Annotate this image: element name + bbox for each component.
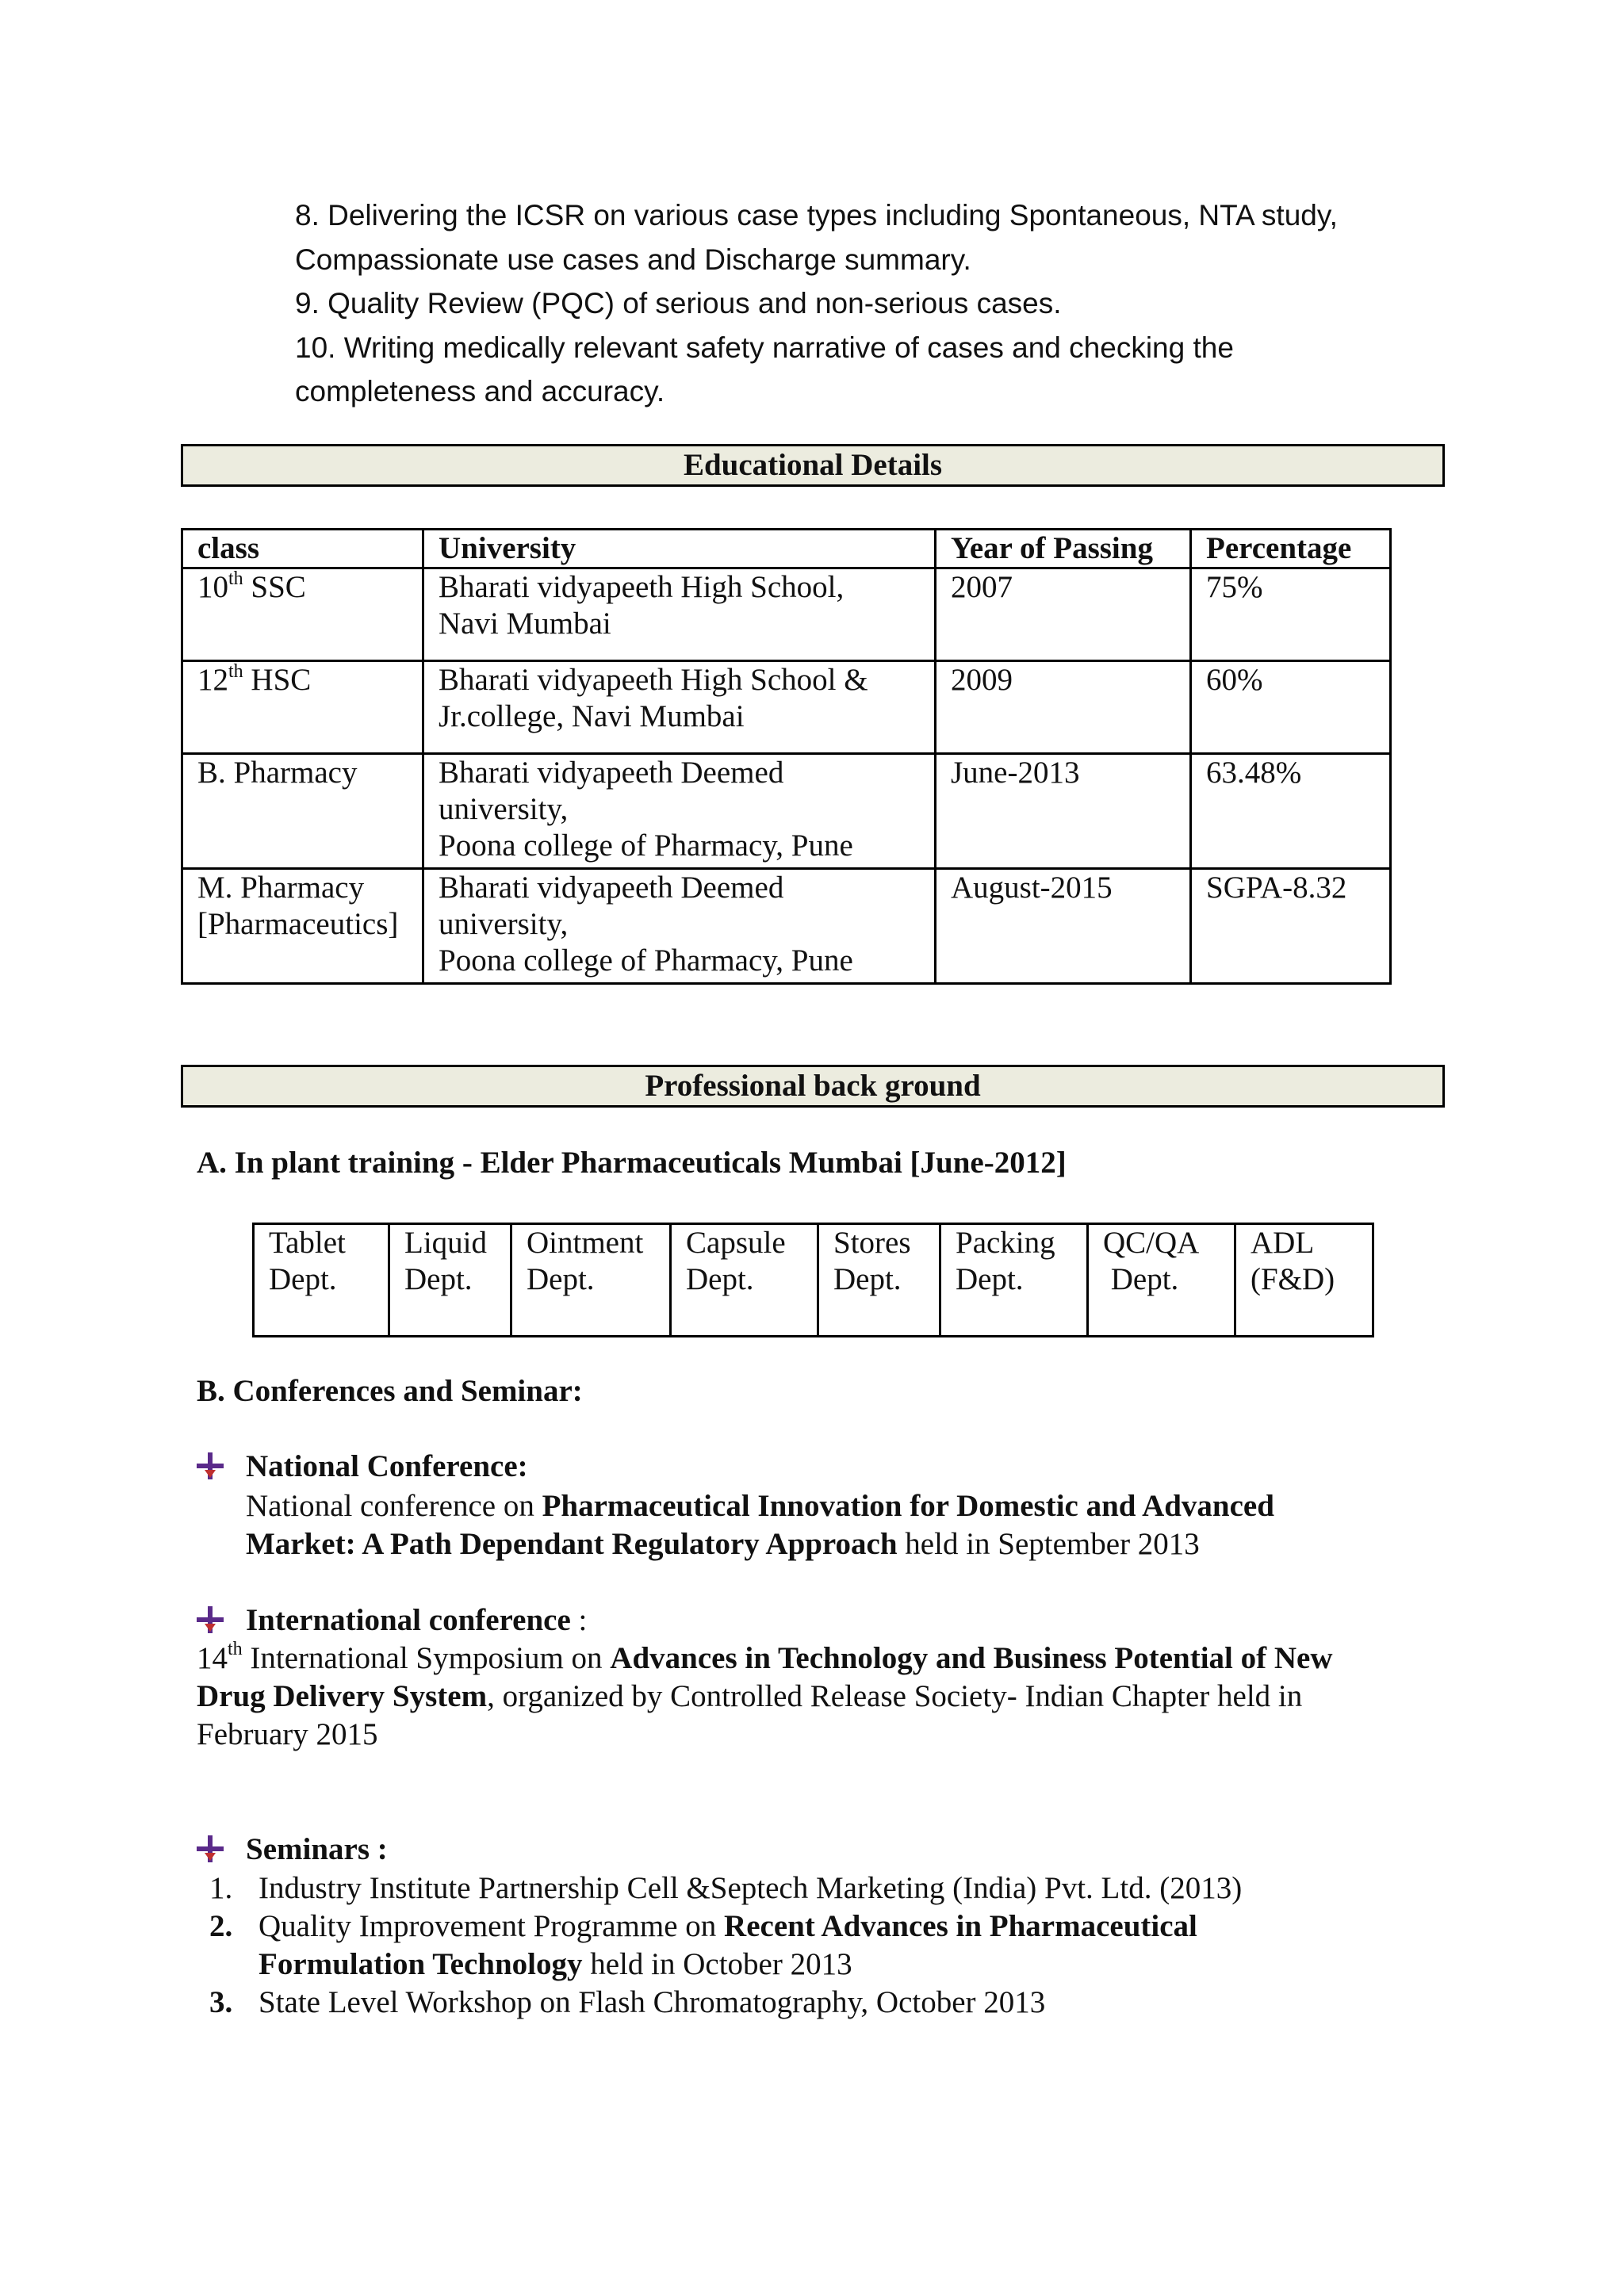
international-conference-line-1: 14th International Symposium on Advances in Technology and Business Potential of New — [197, 1639, 1333, 1675]
department-cell: Capsule Dept. — [671, 1224, 818, 1337]
conferences-heading: B. Conferences and Seminar: — [197, 1374, 583, 1408]
year-cell: June-2013 — [936, 754, 1191, 869]
header-class: class — [182, 530, 423, 568]
table-row — [182, 869, 1391, 984]
department-cell: Liquid Dept. — [389, 1224, 511, 1337]
class-cell: 10th SSC — [182, 568, 423, 661]
international-conference-line-3: February 2015 — [197, 1717, 378, 1751]
duty-line-9: 9. Quality Review (PQC) of serious and non-serious cases. — [295, 287, 1062, 320]
table-row — [182, 754, 1391, 869]
international-conference-line-2: Drug Delivery System, organized by Controlled Release Society- Indian Chapter held in — [197, 1679, 1303, 1713]
training-heading: A. In plant training - Elder Pharmaceuticals Mumbai [June-2012] — [197, 1146, 1067, 1180]
national-conference-line-1: National conference on Pharmaceutical Innovation for Domestic and Advanced — [246, 1489, 1274, 1523]
percentage-cell: SGPA-8.32 — [1191, 869, 1391, 984]
national-conference-heading: National Conference: — [197, 1448, 528, 1487]
department-cell: QC/QA Dept. — [1088, 1224, 1235, 1337]
departments-row — [254, 1224, 1373, 1337]
duty-line-10b: completeness and accuracy. — [295, 375, 665, 408]
education-table — [181, 528, 1392, 985]
international-conference-heading: International conference : — [197, 1602, 587, 1641]
table-row — [182, 568, 1391, 661]
year-cell: 2009 — [936, 661, 1191, 754]
university-cell: Bharati vidyapeeth Deemed university, Poona college of Pharmacy, Pune — [423, 869, 936, 984]
professional-background-header: Professional back ground — [181, 1065, 1445, 1108]
department-cell: Ointment Dept. — [511, 1224, 671, 1337]
seminar-item-2: 2. Quality Improvement Programme on Recent Advances in Pharmaceutical — [209, 1909, 1197, 1943]
percentage-cell: 75% — [1191, 568, 1391, 661]
department-cell: Stores Dept. — [818, 1224, 940, 1337]
university-cell: Bharati vidyapeeth Deemed university, Poona college of Pharmacy, Pune — [423, 754, 936, 869]
department-cell: Packing Dept. — [940, 1224, 1088, 1337]
seminars-heading: Seminars : — [197, 1831, 388, 1870]
header-percentage: Percentage — [1191, 530, 1391, 568]
departments-table — [252, 1223, 1374, 1337]
class-cell: B. Pharmacy — [182, 754, 423, 869]
class-cell: 12th HSC — [182, 661, 423, 754]
year-cell: 2007 — [936, 568, 1191, 661]
arrow-bullet-icon — [197, 1605, 227, 1641]
table-row — [182, 661, 1391, 754]
arrow-bullet-icon — [197, 1835, 227, 1870]
year-cell: August-2015 — [936, 869, 1191, 984]
department-cell: ADL (F&D) — [1235, 1224, 1373, 1337]
class-cell: M. Pharmacy [Pharmaceutics] — [182, 869, 423, 984]
duty-line-8a: 8. Delivering the ICSR on various case types including Spontaneous, NTA study, — [295, 199, 1338, 232]
duty-line-8b: Compassionate use cases and Discharge summary. — [295, 243, 971, 276]
header-university: University — [423, 530, 936, 568]
university-cell: Bharati vidyapeeth High School, Navi Mumbai — [423, 568, 936, 661]
seminar-item-2-continued: Formulation Technology held in October 2013 — [259, 1947, 852, 1981]
duty-line-10a: 10. Writing medically relevant safety narrative of cases and checking the — [295, 331, 1234, 364]
educational-details-header: Educational Details — [181, 444, 1445, 487]
national-conference-line-2: Market: A Path Dependant Regulatory Approach held in September 2013 — [246, 1527, 1200, 1561]
arrow-bullet-icon — [197, 1452, 227, 1487]
seminar-item-1: 1. Industry Institute Partnership Cell &Septech Marketing (India) Pvt. Ltd. (2013) — [209, 1871, 1243, 1905]
department-cell: Tablet Dept. — [254, 1224, 389, 1337]
percentage-cell: 63.48% — [1191, 754, 1391, 869]
seminar-item-3: 3. State Level Workshop on Flash Chromatography, October 2013 — [209, 1985, 1046, 2019]
header-year: Year of Passing — [936, 530, 1191, 568]
education-header-row — [182, 530, 1391, 568]
university-cell: Bharati vidyapeeth High School & Jr.college, Navi Mumbai — [423, 661, 936, 754]
percentage-cell: 60% — [1191, 661, 1391, 754]
